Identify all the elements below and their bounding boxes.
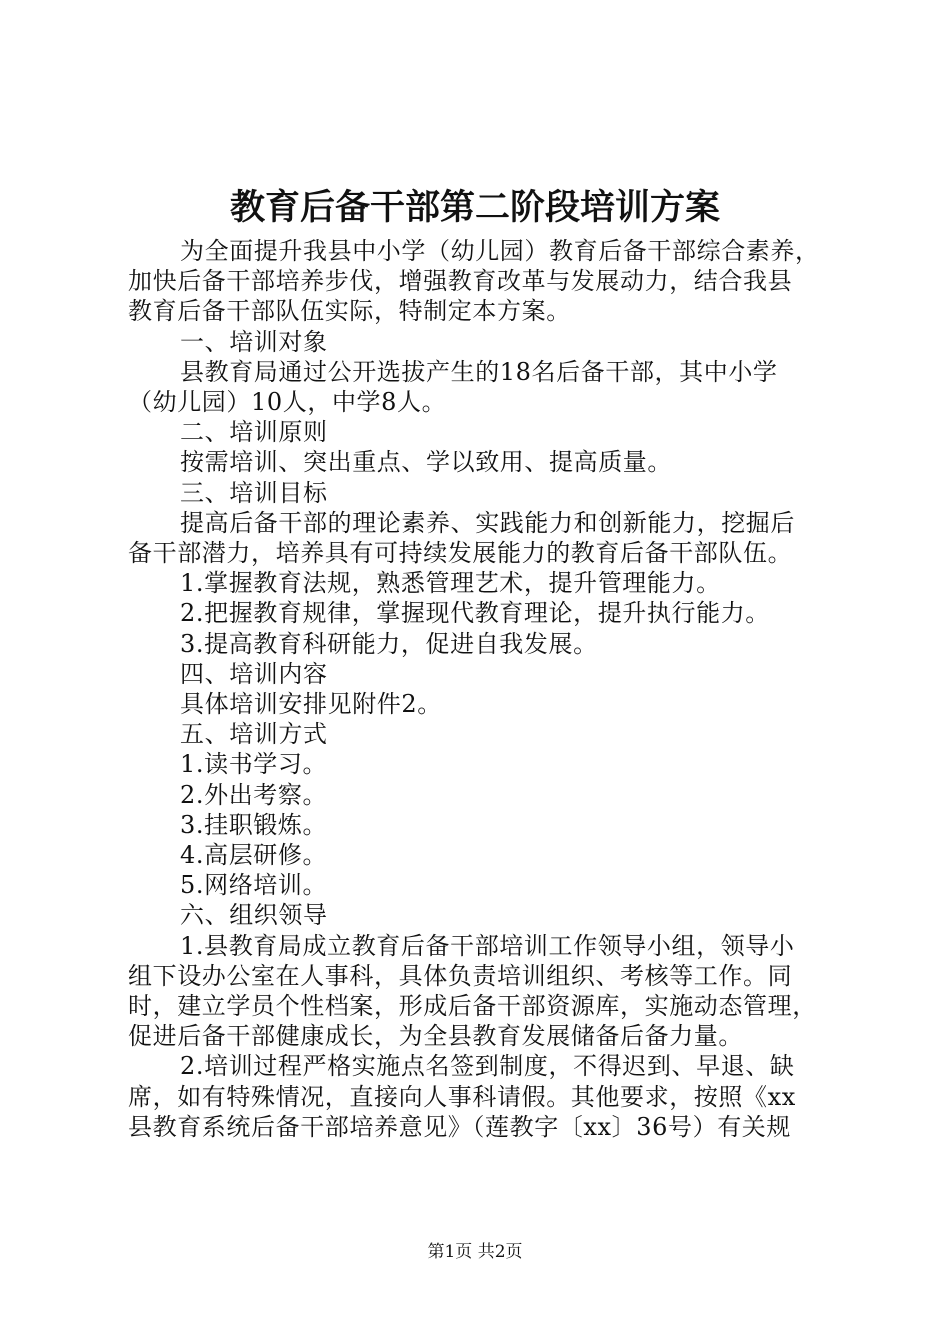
list-item: 4.高层研修。 [180,841,328,870]
paragraph-line: 促进后备干部健康成长，为全县教育发展储备后备力量。 [128,1022,743,1051]
list-item: 1.读书学习。 [180,750,328,779]
paragraph-line: 具体培训安排见附件2。 [180,690,442,719]
paragraph-line: 县教育局通过公开选拔产生的18名后备干部，其中小学 [180,357,778,386]
page-number-footer: 第1页 共2页 [427,1242,523,1262]
section-heading: 四、培训内容 [180,659,328,688]
document-body [128,236,833,1142]
paragraph-line: 加快后备干部培养步伐，增强教育改革与发展动力，结合我县 [128,267,793,296]
paragraph-line: 1.县教育局成立教育后备干部培训工作领导小组，领导小 [180,931,795,960]
section-heading: 二、培训原则 [180,418,328,447]
list-item: 2.外出考察。 [180,780,328,809]
document-title: 教育后备干部第二阶段培训方案 [229,187,720,228]
section-heading: 五、培训方式 [180,720,328,749]
paragraph-line: 按需培训、突出重点、学以致用、提高质量。 [180,448,672,477]
paragraph-line: 席，如有特殊情况，直接向人事科请假。其他要求，按照《xx [128,1082,796,1111]
paragraph-line: 县教育系统后备干部培养意见》（莲教字〔xx〕36号）有关规 [128,1112,792,1141]
paragraph-line: 教育后备干部队伍实际，特制定本方案。 [128,297,571,326]
section-heading: 六、组织领导 [180,901,328,930]
paragraph-line: 2.培训过程严格实施点名签到制度，不得迟到、早退、缺 [180,1052,795,1081]
section-heading: 三、培训目标 [180,478,328,507]
list-item: 2.把握教育规律，掌握现代教育理论，提升执行能力。 [180,599,770,628]
paragraph-line: 组下设办公室在人事科，具体负责培训组织、考核等工作。同 [128,961,793,990]
paragraph-line: 备干部潜力，培养具有可持续发展能力的教育后备干部队伍。 [128,539,793,568]
paragraph-line: 为全面提升我县中小学（幼儿园）教育后备干部综合素养， [180,237,820,265]
list-item: 3.挂职锻炼。 [180,810,328,839]
list-item: 3.提高教育科研能力，促进自我发展。 [180,629,598,658]
list-item: 5.网络培训。 [180,871,328,900]
paragraph-line: 时，建立学员个性档案，形成后备干部资源库，实施动态管理， [128,992,817,1021]
section-heading: 一、培训对象 [180,327,328,356]
list-item: 1.掌握教育法规，熟悉管理艺术，提升管理能力。 [180,569,721,598]
paragraph-line: （幼儿园）10人，中学8人。 [128,388,447,417]
paragraph-line: 提高后备干部的理论素养、实践能力和创新能力，挖掘后 [180,508,795,537]
